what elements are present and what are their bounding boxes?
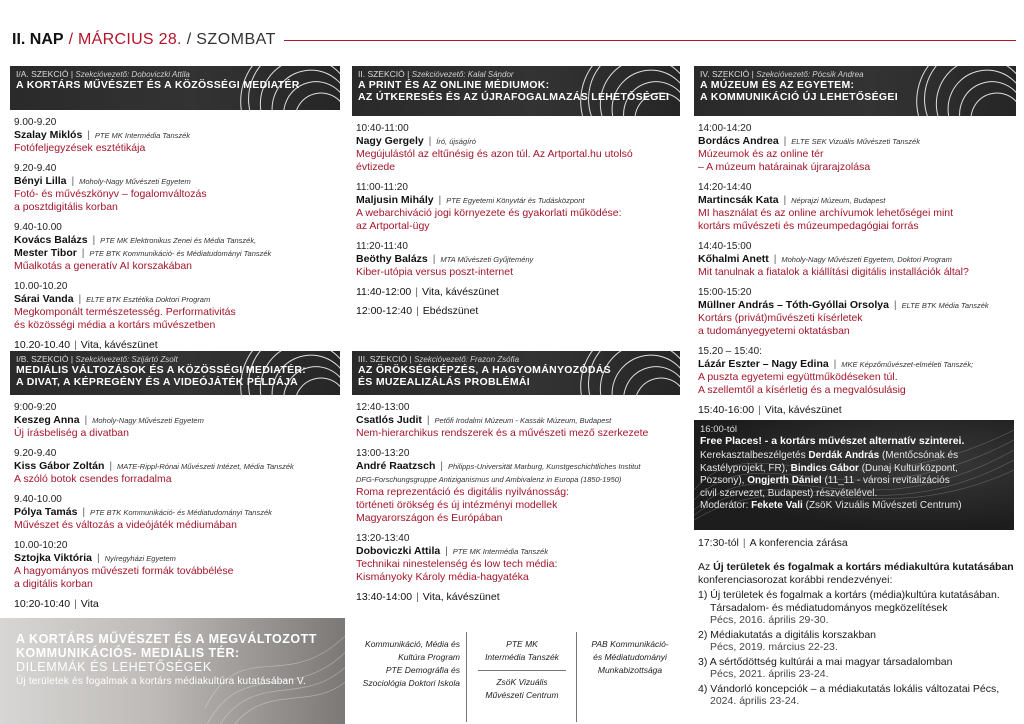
- section-label: I/A. SZEKCIÓ: [16, 69, 69, 79]
- session-item: [14, 539, 336, 591]
- section-subheader: [16, 354, 334, 364]
- section-heading: A PRINT ÉS AZ ONLINE MÉDIUMOK:: [358, 79, 550, 91]
- session-title: Új írásbeliség a divatban: [14, 427, 129, 439]
- session-title: A webarchiváció jogi környezete és gyakorlati működése:: [356, 207, 622, 219]
- session-item: [14, 221, 336, 273]
- session-title-cont: történeti örökség és új intézményi modellek: [356, 499, 558, 511]
- roundtable-description: Kerekasztalbeszélgetés Derdák András (Mentőcsónak és Kastélyprojekt, FR), Bindics Gábor (Dunaj Kulturközpont, Pozsony), Ongjerth Dániel (11_11 - városi revitalizációs civil szervezet, Budapest) részvételével. Moderátor: Fekete Vali (ZsöK Vizuális Művészeti Centrum): [700, 450, 962, 511]
- day-label: II. NAP: [12, 31, 64, 48]
- section-ii: [352, 66, 680, 324]
- title-rule: [284, 40, 1016, 41]
- wave-pattern-icon: [694, 420, 1014, 530]
- section-heading-cont: A KOMMUNIKÁCIÓ ÚJ LEHETŐSÉGEI: [700, 91, 898, 103]
- session-time: 9.00-9.20: [14, 117, 57, 128]
- session-speaker: Doboviczki Attila | PTE MK Intermédia Tanszék: [356, 545, 548, 557]
- session-affiliation-extra: DFG-Forschungsgruppe Antiziganismus und Ambivalenz in Europa (1850-1950): [356, 475, 622, 484]
- session-time: 10.00-10.20: [14, 281, 68, 292]
- date-label: MÁRCIUS 28.: [78, 31, 182, 48]
- section-subheader: [358, 354, 674, 364]
- session-title: Nem-hierarchikus rendszerek és a művészeti mező szerkezete: [356, 427, 649, 439]
- session-title-cont: Kismányoky Károly média-hagyatéka: [356, 571, 529, 583]
- section-subheader: [358, 69, 674, 79]
- session-speaker: Müllner András – Tóth-Gyóllai Orsolya | ELTE BTK Média Tanszék: [698, 299, 989, 311]
- session-title: Megkomponált természetesség. Performativitás: [14, 306, 236, 318]
- section-moderator: Szekcióvezető: Frazon Zsófia: [414, 355, 520, 364]
- section-iv: [694, 66, 1016, 423]
- session-item: [356, 532, 676, 584]
- session-speaker: Kiss Gábor Zoltán | MATE-Rippl-Rónai Művészeti Intézet, Média Tanszék: [14, 460, 294, 472]
- day-of-week-label: SZOMBAT: [196, 31, 276, 48]
- organizer-zsok: ZsöK Vizuális Művészeti Centrum: [485, 677, 559, 700]
- section-moderator: Szekcióvezető: Pócsik Andrea: [756, 70, 864, 79]
- session-item: [698, 345, 1012, 397]
- session-list: [10, 395, 340, 611]
- page-title-row: [12, 30, 1016, 50]
- session-item: [356, 401, 676, 440]
- section-moderator: Szekcióvezető: Doboviczki Attila: [75, 70, 190, 79]
- session-item: [356, 181, 676, 233]
- section-heading: MEDIÁLIS VÁLTOZÁSOK ÉS A KÖZÖSSÉGI MEDIATÉR:: [16, 364, 307, 376]
- roundtable-box: [694, 420, 1014, 530]
- banner-line: KOMMUNIKÁCIÓS- MEDIÁLIS TÉR:: [16, 646, 240, 660]
- section-moderator: Szekcióvezető: Kalal Sándor: [411, 70, 514, 79]
- session-title-cont: az Artportal-ügy: [356, 220, 430, 232]
- session-time: 15.20 – 15:40:: [698, 346, 762, 357]
- session-speaker: Kovács Balázs | PTE MK Elektronikus Zenei és Média Tanszék,: [14, 234, 257, 246]
- list-item: 1) Új területek és fogalmak a kortárs (média)kultúra kutatásában. Társadalom- és médiatudományos megközelítések Pécs, 2016. április 29-30.: [698, 589, 1000, 626]
- session-title: MI használat és az online archívumok lehetőségei mint: [698, 207, 954, 219]
- section-heading-cont: A DIVAT, A KÉPREGÉNY ÉS A VIDEÓJÁTÉK PÉLDÁJA: [16, 376, 298, 388]
- session-title-cont: a tudományegyetemi oktatásban: [698, 325, 850, 337]
- session-speaker: Mester Tibor | PTE BTK Kommunikáció- és Médiatudományi Tanszék: [14, 247, 272, 259]
- session-title: Roma reprezentáció és digitális nyilvánosság:: [356, 486, 570, 498]
- session-title-cont: kortárs művészeti és múzeumpedagógiai forrás: [698, 220, 919, 232]
- session-item: [14, 280, 336, 332]
- session-title: A puszta egyetemi együttműködéseken túl.: [698, 371, 898, 383]
- session-item: [14, 447, 336, 486]
- session-item: [698, 286, 1012, 338]
- closing-row: 17:30-tól | A konferencia zárása: [698, 537, 848, 549]
- session-time: 13:20-13:40: [356, 533, 410, 544]
- session-title-cont: Magyarországon és Európában: [356, 512, 503, 524]
- section-label: I/B. SZEKCIÓ: [16, 354, 69, 364]
- session-time: 9.20-9.40: [14, 448, 57, 459]
- section-header: [352, 351, 680, 395]
- section-iii: [352, 351, 680, 610]
- section-header: [10, 351, 340, 395]
- list-item: 3) A sértődöttség kultúrái a mai magyar társadalomban Pécs, 2021. április 23-24.: [698, 655, 953, 680]
- section-heading-cont: ÉS MUZEALIZÁLÁS PROBLÉMÁI: [358, 376, 530, 388]
- session-speaker: Sárai Vanda | ELTE BTK Esztétika Doktori Program: [14, 293, 211, 305]
- session-title: A hagyományos művészeti formák továbbélése: [14, 565, 234, 577]
- session-time: 15:00-15:20: [698, 287, 752, 298]
- divider-bar: |: [409, 354, 412, 364]
- section-heading: A MÚZEUM ÉS AZ EGYETEM:: [700, 79, 855, 91]
- session-time: 9.40-10.00: [14, 222, 62, 233]
- session-time: 9.40-10.00: [14, 494, 62, 505]
- session-item: [14, 116, 336, 155]
- section-heading: AZ ÖRÖKSÉGKÉPZÉS, A HAGYOMÁNYOZÓDÁS: [358, 364, 611, 376]
- session-speaker: Szalay Miklós | PTE MK Intermédia Tanszék: [14, 129, 191, 141]
- session-title: Mit tanulnak a fiatalok a kiállítási digitális installációk által?: [698, 266, 969, 278]
- section-ib: [10, 351, 340, 617]
- previous-events-intro: Az Új területek és fogalmak a kortárs médiakultúra kutatásában konferenciasorozat korábbi rendezvényei:: [698, 561, 1014, 586]
- session-speaker: Csatlós Judit | Petőfi Irodalmi Múzeum - Kassák Múzeum, Budapest: [356, 414, 612, 426]
- session-time: 9.20-9.40: [14, 163, 57, 174]
- session-title: Műalkotás a generatív AI korszakában: [14, 260, 193, 272]
- session-title: Múzeumok és az online tér: [698, 148, 824, 160]
- session-title: Fotófeljegyzések esztétikája: [14, 142, 146, 154]
- section-heading-cont: AZ ÚTKERESÉS ÉS AZ ÚJRAFOGALMAZÁS LEHETŐSÉGEI: [358, 91, 670, 103]
- session-speaker: Sztojka Viktória | Nyíregyházi Egyetem: [14, 552, 176, 564]
- wave-pattern-icon: [205, 618, 345, 724]
- session-speaker: Nagy Gergely | Író, újságíró: [356, 135, 476, 147]
- session-title: Kortárs (privát)művészeti kísérletek: [698, 312, 863, 324]
- roundtable-time: 16:00-tól: [700, 424, 737, 435]
- session-time: 9:00-9:20: [14, 402, 57, 413]
- section-label: IV. SZEKCIÓ: [700, 69, 750, 79]
- footer: [0, 618, 690, 724]
- session-title-cont: – A múzeum határainak újrarajzolása: [698, 161, 871, 173]
- closing-time: 17:30-tól: [698, 537, 739, 549]
- section-header: [352, 66, 680, 116]
- break-row: 13:40-14:00 | Vita, kávészünet: [356, 591, 500, 603]
- session-title-cont: a posztdigitális korban: [14, 201, 118, 213]
- divider: [576, 632, 577, 722]
- session-time: 14:40-15:00: [698, 241, 752, 252]
- break-row: 11:40-12:00 | Vita, kávészünet: [356, 286, 499, 298]
- lunch-break-row: 12:00-12:40 | Ebédszünet: [356, 305, 479, 317]
- session-speaker: Kőhalmi Anett | Moholy-Nagy Művészeti Egyetem, Doktori Program: [698, 253, 952, 265]
- session-list: [352, 116, 680, 318]
- session-list: [352, 395, 680, 604]
- section-ia: [10, 66, 340, 358]
- session-title: Művészet és változás a videójáték médiumában: [14, 519, 237, 531]
- organizer-doctoral-school: Kommunikáció, Média és Kultúra Program PTE Demográfia és Szociológia Doktori Iskola: [362, 639, 460, 688]
- session-speaker: Martincsák Kata | Néprajzi Múzeum, Budapest: [698, 194, 886, 206]
- session-item: [356, 240, 676, 279]
- title-separator: /: [68, 31, 74, 48]
- session-speaker: Bordács Andrea | ELTE SEK Vizuális Művészeti Tanszék: [698, 135, 920, 147]
- divider: [478, 670, 566, 671]
- section-subheader: [16, 69, 334, 79]
- section-header: [10, 66, 340, 110]
- list-item: 2) Médiakutatás a digitális korszakban Pécs, 2019. március 22-23.: [698, 628, 877, 653]
- divider-bar: |: [70, 354, 74, 364]
- organizer-intermedia: PTE MK Intermédia Tanszék: [485, 639, 559, 662]
- previous-events: [698, 561, 1016, 710]
- section-label: III. SZEKCIÓ: [358, 354, 408, 364]
- session-speaker: Lázár Eszter – Nagy Edina | MKE Képzőművészet-elméleti Tanszék;: [698, 358, 974, 370]
- banner-line: A KORTÁRS MŰVÉSZET ÉS A MEGVÁLTOZOTT: [16, 632, 317, 646]
- session-time: 14:00-14:20: [698, 123, 752, 134]
- session-item: [698, 240, 1012, 279]
- session-item: [698, 122, 1012, 174]
- session-item: [14, 401, 336, 440]
- section-label: II. SZEKCIÓ: [358, 69, 405, 79]
- roundtable-title: Free Places! - a kortárs művészet alternatív szinterei.: [700, 435, 965, 447]
- session-title-cont: a digitális korban: [14, 578, 93, 590]
- session-title: Technikai ninestelenség és low tech média:: [356, 558, 558, 570]
- divider-bar: |: [751, 69, 754, 79]
- session-speaker: André Raatzsch | Philipps-Universität Marburg, Kunstgeschichtliches Institut: [356, 460, 641, 472]
- divider-bar: |: [70, 69, 74, 79]
- session-title: Fotó- és művészkönyv – fogalomváltozás: [14, 188, 207, 200]
- title-separator: /: [186, 31, 192, 48]
- session-title-cont: és közösségi média a kortárs művészetben: [14, 319, 216, 331]
- session-item: [698, 181, 1012, 233]
- section-heading: A KORTÁRS MŰVÉSZET ÉS A KÖZÖSSÉGI MEDIATÉR: [16, 79, 300, 91]
- session-list: [10, 110, 340, 352]
- closing-label: A konferencia zárása: [749, 537, 848, 549]
- session-speaker: Keszeg Anna | Moholy-Nagy Művészeti Egyetem: [14, 414, 204, 426]
- session-speaker: Maljusin Mihály | PTE Egyetemi Könyvtár és Tudásközpont: [356, 194, 585, 206]
- list-item: 4) Vándorló koncepciók – a médiakutatás lokális változatai Pécs, 2024. április 23-24.: [698, 682, 1000, 707]
- conference-banner: [0, 618, 345, 724]
- session-time: 10.00-10:20: [14, 540, 68, 551]
- session-time: 13:00-13:20: [356, 448, 410, 459]
- session-time: 11:00-11:20: [356, 182, 408, 193]
- session-time: 12:40-13:00: [356, 402, 410, 413]
- break-row: 10.20-10.40 | Vita, kávészünet: [14, 339, 158, 351]
- session-time: 14:20-14:40: [698, 182, 752, 193]
- session-title-cont: A szellemtől a kísérletig és a megvalósulásig: [698, 384, 906, 396]
- divider-bar: |: [407, 69, 410, 79]
- session-title: Kiber-utópia versus poszt-internet: [356, 266, 513, 278]
- divider: [466, 632, 467, 722]
- break-row: 15:40-16:00 | Vita, kávészünet: [698, 404, 842, 416]
- session-title: Megújulástól az eltűnésig és azon túl. Az Artportal.hu utolsó: [356, 148, 633, 160]
- section-header: [694, 66, 1016, 116]
- session-item: [14, 162, 336, 214]
- session-item: [356, 447, 676, 525]
- session-title: A szóló botok csendes forradalma: [14, 473, 172, 485]
- session-speaker: Beöthy Balázs | MTA Művészeti Gyűjtemény: [356, 253, 534, 265]
- session-item: [356, 122, 676, 174]
- session-time: 10:40-11:00: [356, 123, 409, 134]
- session-item: [14, 493, 336, 532]
- banner-subtitle: Új területek és fogalmak a kortárs médiakultúra kutatásában V.: [16, 676, 306, 687]
- session-speaker: Pólya Tamás | PTE BTK Kommunikáció- és Médiatudományi Tanszék: [14, 506, 272, 518]
- banner-line: DILEMMÁK ÉS LEHETŐSÉGEK: [16, 660, 212, 674]
- session-title-cont: évtizede: [356, 161, 396, 173]
- session-list: [694, 116, 1016, 417]
- section-moderator: Szekcióvezető: Szijártó Zsolt: [75, 355, 178, 364]
- section-subheader: [700, 69, 1010, 79]
- session-speaker: Bényi Lilla | Moholy-Nagy Művészeti Egyetem: [14, 175, 191, 187]
- organizer-pab: PAB Kommunikáció- és Médiatudományi Munkabizottsága: [591, 639, 669, 675]
- session-time: 11:20-11:40: [356, 241, 408, 252]
- break-row: 10:20-10:40 | Vita: [14, 598, 99, 610]
